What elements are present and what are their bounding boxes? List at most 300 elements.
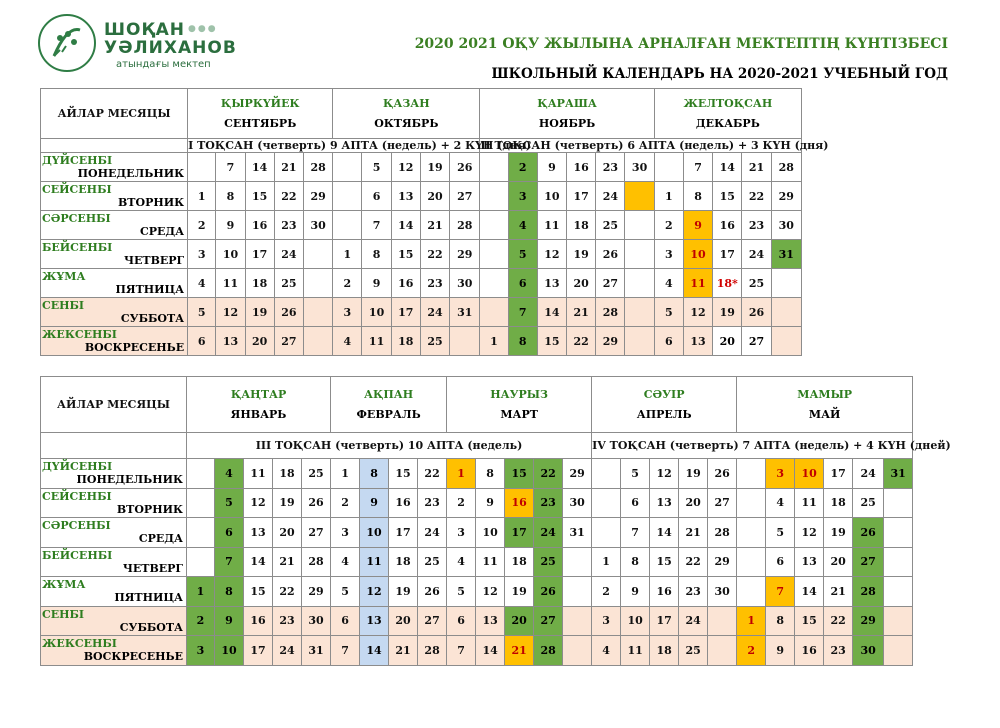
day-cell: 25 — [742, 269, 771, 298]
day-cell: 21 — [420, 211, 449, 240]
day-cell: 14 — [391, 211, 420, 240]
day-cell — [480, 153, 508, 182]
day-cell: 1 — [333, 240, 362, 269]
day-cell — [304, 240, 333, 269]
day-cell — [771, 298, 801, 327]
day-name: СЕНБІ СУББОТА — [41, 298, 188, 327]
day-cell: 25 — [534, 547, 563, 577]
day-cell — [708, 636, 737, 666]
day-cell — [592, 518, 621, 548]
day-cell: 6 — [447, 606, 476, 636]
day-cell — [625, 298, 654, 327]
day-cell: 1 — [480, 327, 508, 356]
day-cell: 12 — [795, 518, 824, 548]
day-cell — [304, 269, 333, 298]
day-cell: 20 — [713, 327, 742, 356]
day-cell: 26 — [534, 577, 563, 607]
day-cell: 21 — [505, 636, 534, 666]
day-cell: 10 — [360, 518, 389, 548]
day-cell: 6 — [654, 327, 683, 356]
day-cell: 30 — [304, 211, 333, 240]
day-cell: 16 — [244, 606, 273, 636]
day-cell: 7 — [215, 547, 244, 577]
day-cell: 25 — [302, 459, 331, 489]
day-cell: 13 — [476, 606, 505, 636]
day-cell: 19 — [824, 518, 853, 548]
day-cell: 17 — [650, 606, 679, 636]
day-cell: 8 — [216, 182, 245, 211]
day-cell: 5 — [188, 298, 216, 327]
t2-row-6 — [41, 636, 913, 666]
month-header-oct: ҚАЗАН ОКТЯБРЬ — [333, 89, 480, 139]
day-cell: 16 — [391, 269, 420, 298]
day-cell: 9 — [476, 488, 505, 518]
day-cell: 15 — [713, 182, 742, 211]
day-cell: 20 — [824, 547, 853, 577]
day-cell: 15 — [391, 240, 420, 269]
day-cell: 11 — [621, 636, 650, 666]
day-cell: 28 — [304, 153, 333, 182]
day-cell: 1 — [331, 459, 360, 489]
day-cell: 18 — [824, 488, 853, 518]
calendar-table-1 — [40, 88, 829, 356]
day-cell: 13 — [683, 327, 712, 356]
day-cell: 29 — [304, 182, 333, 211]
day-cell: 13 — [391, 182, 420, 211]
day-cell: 20 — [567, 269, 596, 298]
t2-row-1 — [41, 488, 913, 518]
day-cell: 23 — [274, 211, 303, 240]
day-cell: 6 — [331, 606, 360, 636]
day-cell: 29 — [596, 327, 625, 356]
day-cell: 16 — [389, 488, 418, 518]
day-cell: 14 — [244, 547, 273, 577]
day-cell: 26 — [596, 240, 625, 269]
day-cell: 18 — [650, 636, 679, 666]
day-cell: 20 — [679, 488, 708, 518]
day-cell: 5 — [331, 577, 360, 607]
day-cell: 1 — [447, 459, 476, 489]
day-cell: 7 — [621, 518, 650, 548]
day-cell: 25 — [274, 269, 303, 298]
day-cell: 23 — [534, 488, 563, 518]
day-cell — [884, 547, 913, 577]
day-cell: 22 — [274, 182, 303, 211]
day-cell: 2 — [654, 211, 683, 240]
months-label: АЙЛАР МЕСЯЦЫ — [41, 89, 188, 139]
day-cell: 24 — [742, 240, 771, 269]
day-cell: 25 — [853, 488, 884, 518]
day-cell: 16 — [505, 488, 534, 518]
day-cell: 19 — [567, 240, 596, 269]
day-cell — [480, 240, 508, 269]
day-cell: 8 — [683, 182, 712, 211]
day-cell: 12 — [391, 153, 420, 182]
day-cell — [625, 269, 654, 298]
day-cell — [563, 577, 592, 607]
day-cell: 2 — [737, 636, 766, 666]
day-cell: 16 — [795, 636, 824, 666]
day-cell: 3 — [766, 459, 795, 489]
day-cell: 27 — [274, 327, 303, 356]
month-header-apr: СӘУІР АПРЕЛЬ — [592, 377, 737, 433]
day-cell: 8 — [476, 459, 505, 489]
day-cell: 24 — [534, 518, 563, 548]
day-cell: 18 — [273, 459, 302, 489]
day-cell: 27 — [534, 606, 563, 636]
day-cell: 2 — [447, 488, 476, 518]
day-cell: 7 — [683, 153, 712, 182]
day-cell: 17 — [391, 298, 420, 327]
day-cell: 26 — [274, 298, 303, 327]
day-cell — [187, 459, 215, 489]
day-cell: 4 — [508, 211, 537, 240]
day-cell: 5 — [215, 488, 244, 518]
day-cell: 8 — [766, 606, 795, 636]
day-cell: 11 — [216, 269, 245, 298]
day-cell: 28 — [450, 211, 480, 240]
day-cell: 28 — [418, 636, 447, 666]
day-cell: 3 — [654, 240, 683, 269]
day-cell: 20 — [420, 182, 449, 211]
day-cell: 15 — [650, 547, 679, 577]
day-cell: 24 — [418, 518, 447, 548]
day-cell: 8 — [215, 577, 244, 607]
day-cell: 11 — [244, 459, 273, 489]
day-cell: 26 — [418, 577, 447, 607]
day-cell: 6 — [621, 488, 650, 518]
day-cell: 10 — [683, 240, 712, 269]
day-cell: 22 — [273, 577, 302, 607]
day-cell — [563, 547, 592, 577]
day-cell: 3 — [333, 298, 362, 327]
day-cell: 9 — [683, 211, 712, 240]
day-name: ДҮЙСЕНБІ ПОНЕДЕЛЬНИК — [41, 459, 187, 489]
day-cell — [884, 518, 913, 548]
school-logo — [38, 14, 238, 72]
day-cell: 21 — [567, 298, 596, 327]
day-cell: 18* — [713, 269, 742, 298]
day-cell: 26 — [853, 518, 884, 548]
day-cell: 23 — [273, 606, 302, 636]
day-cell — [450, 327, 480, 356]
day-cell: 9 — [360, 488, 389, 518]
day-cell — [771, 327, 801, 356]
day-cell: 11 — [362, 327, 391, 356]
day-cell: 6 — [362, 182, 391, 211]
t1-row-4 — [41, 269, 802, 298]
day-cell: 4 — [766, 488, 795, 518]
day-cell — [625, 211, 654, 240]
day-cell: 17 — [389, 518, 418, 548]
day-cell: 30 — [302, 606, 331, 636]
day-cell: 24 — [420, 298, 449, 327]
logo-line3: атындағы мектеп — [116, 59, 211, 70]
day-cell: 31 — [302, 636, 331, 666]
day-cell: 21 — [679, 518, 708, 548]
day-cell: 28 — [534, 636, 563, 666]
day-cell: 21 — [389, 636, 418, 666]
day-cell: 10 — [537, 182, 566, 211]
day-cell — [304, 327, 333, 356]
day-cell: 29 — [563, 459, 592, 489]
day-cell — [592, 488, 621, 518]
day-cell: 6 — [766, 547, 795, 577]
day-cell: 23 — [679, 577, 708, 607]
day-cell: 1 — [654, 182, 683, 211]
day-cell: 21 — [742, 153, 771, 182]
day-cell: 7 — [331, 636, 360, 666]
day-cell: 17 — [245, 240, 274, 269]
day-name: СӘРСЕНБІ СРЕДА — [41, 518, 187, 548]
day-cell — [187, 547, 215, 577]
day-cell: 20 — [273, 518, 302, 548]
day-cell — [884, 606, 913, 636]
day-cell: 27 — [302, 518, 331, 548]
day-cell: 31 — [771, 240, 801, 269]
logo-line1: ШОҚАН — [104, 20, 186, 40]
day-cell — [333, 211, 362, 240]
day-cell: 18 — [245, 269, 274, 298]
day-cell: 9 — [537, 153, 566, 182]
day-cell: 4 — [331, 547, 360, 577]
day-cell: 30 — [450, 269, 480, 298]
month-header-sep: ҚЫРКҮЙЕК СЕНТЯБРЬ — [188, 89, 333, 139]
day-cell: 4 — [654, 269, 683, 298]
day-cell: 18 — [505, 547, 534, 577]
quarter-spacer-2 — [41, 433, 187, 459]
day-cell: 15 — [244, 577, 273, 607]
day-name: СЕЙСЕНБІ ВТОРНИК — [41, 488, 187, 518]
day-cell — [654, 153, 683, 182]
day-cell: 24 — [596, 182, 625, 211]
day-cell: 26 — [742, 298, 771, 327]
day-cell: 27 — [853, 547, 884, 577]
day-cell: 4 — [447, 547, 476, 577]
t1-row-6 — [41, 327, 802, 356]
day-cell: 21 — [273, 547, 302, 577]
day-cell: 22 — [679, 547, 708, 577]
day-cell — [188, 153, 216, 182]
day-cell: 12 — [650, 459, 679, 489]
day-cell: 26 — [302, 488, 331, 518]
day-cell: 3 — [187, 636, 215, 666]
day-cell: 7 — [216, 153, 245, 182]
day-cell: 12 — [360, 577, 389, 607]
day-cell: 14 — [360, 636, 389, 666]
day-cell: 30 — [625, 153, 654, 182]
month-header-nov: ҚАРАША НОЯБРЬ — [480, 89, 654, 139]
day-cell: 15 — [505, 459, 534, 489]
day-cell: 26 — [450, 153, 480, 182]
day-cell: 27 — [450, 182, 480, 211]
t2-row-0 — [41, 459, 913, 489]
day-cell: 18 — [567, 211, 596, 240]
day-cell: 22 — [824, 606, 853, 636]
day-cell: 4 — [592, 636, 621, 666]
day-cell: 2 — [592, 577, 621, 607]
t1-row-3 — [41, 240, 802, 269]
day-cell — [480, 182, 508, 211]
day-cell — [333, 182, 362, 211]
day-cell — [592, 459, 621, 489]
day-cell: 19 — [245, 298, 274, 327]
day-cell: 3 — [188, 240, 216, 269]
day-cell — [187, 518, 215, 548]
day-cell: 22 — [567, 327, 596, 356]
t2-row-2 — [41, 518, 913, 548]
day-cell: 17 — [713, 240, 742, 269]
day-cell — [625, 240, 654, 269]
month-header-mar: НАУРЫЗ МАРТ — [447, 377, 592, 433]
calendar-table-2 — [40, 376, 951, 666]
day-cell: 28 — [302, 547, 331, 577]
day-cell: 11 — [795, 488, 824, 518]
day-cell: 31 — [450, 298, 480, 327]
t1-row-0 — [41, 153, 802, 182]
day-cell: 4 — [188, 269, 216, 298]
day-cell: 27 — [708, 488, 737, 518]
day-cell: 16 — [567, 153, 596, 182]
day-cell — [304, 298, 333, 327]
day-name: СӘРСЕНБІ СРЕДА — [41, 211, 188, 240]
day-cell: 20 — [245, 327, 274, 356]
day-cell: 19 — [389, 577, 418, 607]
day-cell: 28 — [596, 298, 625, 327]
day-cell: 1 — [188, 182, 216, 211]
day-cell: 6 — [188, 327, 216, 356]
t2-row-4 — [41, 577, 913, 607]
day-cell: 20 — [505, 606, 534, 636]
day-cell: 7 — [766, 577, 795, 607]
day-cell: 28 — [708, 518, 737, 548]
logo-emblem-icon — [38, 14, 96, 72]
day-cell: 13 — [795, 547, 824, 577]
day-cell: 19 — [420, 153, 449, 182]
day-cell: 20 — [389, 606, 418, 636]
day-cell: 16 — [650, 577, 679, 607]
day-cell: 16 — [245, 211, 274, 240]
month-header-may: МАМЫР МАЙ — [737, 377, 913, 433]
day-cell: 23 — [420, 269, 449, 298]
day-cell: 19 — [679, 459, 708, 489]
day-cell: 14 — [713, 153, 742, 182]
day-cell — [480, 269, 508, 298]
day-name: ЖҰМА ПЯТНИЦА — [41, 577, 187, 607]
day-cell: 5 — [766, 518, 795, 548]
day-cell — [737, 488, 766, 518]
t2-row-5 — [41, 606, 913, 636]
day-cell: 18 — [391, 327, 420, 356]
day-cell: 14 — [795, 577, 824, 607]
day-cell: 1 — [592, 547, 621, 577]
day-cell: 3 — [592, 606, 621, 636]
day-cell: 9 — [621, 577, 650, 607]
day-cell: 24 — [274, 240, 303, 269]
day-cell: 14 — [537, 298, 566, 327]
day-name: СЕНБІ СУББОТА — [41, 606, 187, 636]
day-cell — [480, 298, 508, 327]
day-cell: 21 — [274, 153, 303, 182]
day-cell: 25 — [418, 547, 447, 577]
day-cell: 8 — [508, 327, 537, 356]
day-cell: 16 — [713, 211, 742, 240]
day-cell: 3 — [508, 182, 537, 211]
day-cell: 11 — [360, 547, 389, 577]
day-name: БЕЙСЕНБІ ЧЕТВЕРГ — [41, 547, 187, 577]
day-cell: 17 — [567, 182, 596, 211]
day-cell: 13 — [650, 488, 679, 518]
day-cell: 5 — [447, 577, 476, 607]
day-cell: 14 — [650, 518, 679, 548]
day-cell: 8 — [362, 240, 391, 269]
day-cell: 12 — [244, 488, 273, 518]
day-cell — [737, 459, 766, 489]
day-cell: 5 — [654, 298, 683, 327]
day-cell: 25 — [679, 636, 708, 666]
day-name: ЖЕКСЕНБІ ВОСКРЕСЕНЬЕ — [41, 327, 188, 356]
day-cell: 31 — [884, 459, 913, 489]
day-cell: 26 — [708, 459, 737, 489]
day-cell: 3 — [331, 518, 360, 548]
day-cell: 2 — [187, 606, 215, 636]
day-cell: 5 — [362, 153, 391, 182]
months-label-2: АЙЛАР МЕСЯЦЫ — [41, 377, 187, 433]
day-cell: 23 — [418, 488, 447, 518]
quarter-1-label: I ТОҚСАН (четверть) 9 АПТА (недель) + 2 КҮН (дня) — [188, 139, 532, 152]
day-cell — [333, 153, 362, 182]
day-cell: 31 — [563, 518, 592, 548]
day-cell: 22 — [420, 240, 449, 269]
day-cell: 9 — [766, 636, 795, 666]
day-cell: 8 — [360, 459, 389, 489]
day-cell: 29 — [450, 240, 480, 269]
day-cell — [884, 636, 913, 666]
day-cell: 13 — [216, 327, 245, 356]
day-cell: 21 — [824, 577, 853, 607]
day-cell: 24 — [273, 636, 302, 666]
day-cell: 11 — [476, 547, 505, 577]
day-cell: 19 — [273, 488, 302, 518]
day-cell: 11 — [537, 211, 566, 240]
day-cell: 14 — [476, 636, 505, 666]
day-cell: 10 — [795, 459, 824, 489]
t2-row-3 — [41, 547, 913, 577]
day-cell: 17 — [244, 636, 273, 666]
day-cell: 29 — [853, 606, 884, 636]
quarter-2-label: II ТОҚСАН (четверть) 6 АПТА (недель) + 3 КҮН (дня) — [480, 139, 829, 152]
day-cell — [884, 488, 913, 518]
day-cell: 4 — [333, 327, 362, 356]
day-cell: 25 — [420, 327, 449, 356]
day-cell: 2 — [188, 211, 216, 240]
day-cell — [708, 606, 737, 636]
day-name: ЖЕКСЕНБІ ВОСКРЕСЕНЬЕ — [41, 636, 187, 666]
day-cell: 12 — [476, 577, 505, 607]
day-cell: 2 — [508, 153, 537, 182]
month-header-dec: ЖЕЛТОҚСАН ДЕКАБРЬ — [654, 89, 801, 139]
day-cell: 23 — [596, 153, 625, 182]
day-cell: 10 — [476, 518, 505, 548]
day-cell: 30 — [771, 211, 801, 240]
day-cell: 5 — [621, 459, 650, 489]
day-cell: 24 — [679, 606, 708, 636]
day-cell: 3 — [447, 518, 476, 548]
day-cell: 9 — [362, 269, 391, 298]
day-cell: 7 — [362, 211, 391, 240]
day-cell: 6 — [215, 518, 244, 548]
t1-row-1 — [41, 182, 802, 211]
